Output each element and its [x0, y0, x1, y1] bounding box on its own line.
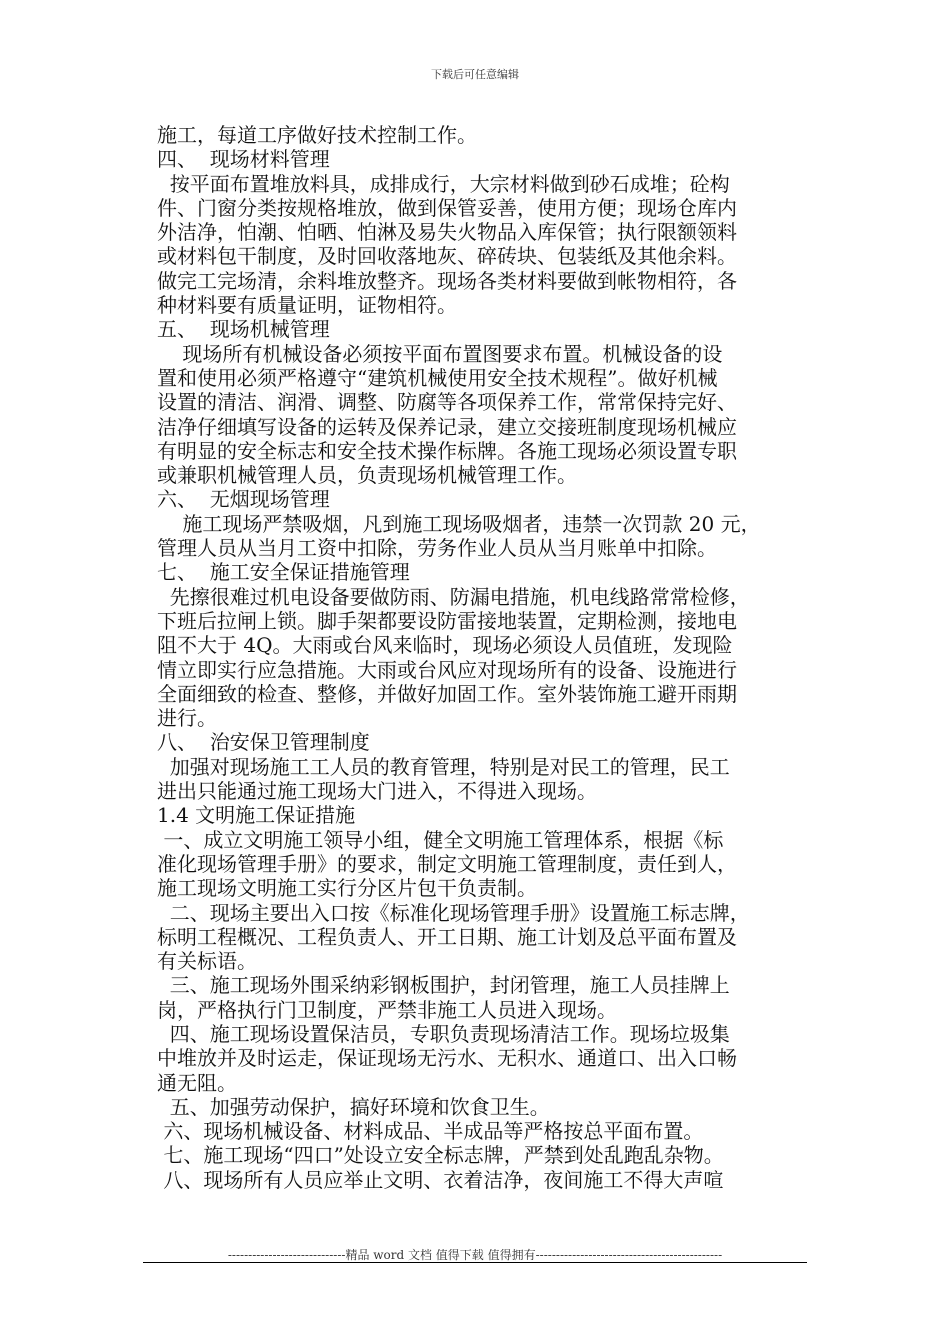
text-line: 施工，每道工序做好技术控制工作。	[157, 123, 477, 147]
text-line: 二、现场主要出入口按《标准化现场管理手册》设置施工标志牌，	[157, 900, 750, 925]
text-line: 中堆放并及时运走，保证现场无污水、无积水、通道口、出入口畅	[157, 1046, 737, 1071]
text-line: 七、施工现场“四口”处设立安全标志牌，严禁到处乱跑乱杂物。	[157, 1143, 724, 1168]
text-line: 进行。	[157, 706, 217, 731]
text-line: 四、施工现场设置保洁员，专职负责现场清洁工作。现场垃圾集	[157, 1021, 730, 1046]
section-heading: 五、 现场机械管理	[157, 317, 330, 342]
text-line: 施工现场严禁吸烟，凡到施工现场吸烟者，违禁一次罚款 20 元，	[157, 511, 761, 536]
section-heading: 六、 无烟现场管理	[157, 487, 330, 512]
text-line: 种材料要有质量证明，证物相符。	[157, 293, 457, 318]
text-line: 标明工程概况、工程负责人、开工日期、施工计划及总平面布置及	[157, 924, 737, 949]
text-line: 通无阻。	[157, 1070, 237, 1095]
text-line: 有关标语。	[157, 949, 257, 974]
text-line: 先擦很难过机电设备要做防雨、防漏电措施，机电线路常常检修，	[157, 584, 750, 609]
document-body	[157, 123, 807, 1192]
text-line: 做完工完场清，余料堆放整齐。现场各类材料要做到帐物相符，各	[157, 268, 737, 293]
text-line: 六、现场机械设备、材料成品、半成品等严格按总平面布置。	[157, 1119, 704, 1144]
text-line: 现场所有机械设备必须按平面布置图要求布置。机械设备的设	[157, 341, 723, 366]
section-heading: 1.4 文明施工保证措施	[157, 803, 356, 828]
section-heading: 四、 现场材料管理	[157, 147, 330, 172]
text-line: 洁净仔细填写设备的运转及保养记录，建立交接班制度现场机械应	[157, 414, 737, 439]
text-line: 八、现场所有人员应举止文明、衣着洁净，夜间施工不得大声喧	[157, 1167, 724, 1192]
footer-divider	[143, 1262, 807, 1263]
text-line: 三、施工现场外围采纳彩钢板围护，封闭管理，施工人员挂牌上	[157, 973, 730, 998]
text-line: 置和使用必须严格遵守“建筑机械使用安全技术规程”。做好机械	[157, 365, 718, 390]
text-line: 施工现场文明施工实行分区片包干负责制。	[157, 876, 537, 901]
text-line: 五、加强劳动保护，搞好环境和饮食卫生。	[157, 1094, 550, 1119]
page-header-note: 下载后可任意编辑	[431, 68, 519, 81]
text-line: 下班后拉闸上锁。脚手架都要设防雷接地装置，定期检测，接地电	[157, 608, 737, 633]
text-line: 岗，严格执行门卫制度，严禁非施工人员进入现场。	[157, 997, 617, 1022]
text-line: 准化现场管理手册》的要求，制定文明施工管理制度，责任到人，	[157, 851, 737, 876]
text-line: 外洁净，怕潮、怕晒、怕淋及易失火物品入库保管；执行限额领料	[157, 220, 737, 245]
text-line: 全面细致的检查、整修，并做好加固工作。室外装饰施工避开雨期	[157, 681, 737, 706]
text-line: 或材料包干制度，及时回收落地灰、碎砖块、包装纸及其他余料。	[157, 244, 737, 269]
text-line: 阻不大于 4Q。大雨或台风来临时，现场必须设人员值班，发现险	[157, 633, 733, 658]
page-footer-note: -----------------------------精品 word 文档 值得下载 值得拥有----------------------------------------------	[227, 1248, 723, 1262]
section-heading: 八、 治安保卫管理制度	[157, 730, 370, 755]
text-line: 按平面布置堆放料具，成排成行，大宗材料做到砂石成堆；砼构	[157, 171, 730, 196]
text-line: 件、门窗分类按规格堆放，做到保管妥善，使用方便；现场仓库内	[157, 195, 737, 220]
text-line: 一、成立文明施工领导小组，健全文明施工管理体系，根据《标	[157, 827, 724, 852]
text-line: 情立即实行应急措施。大雨或台风应对现场所有的设备、设施进行	[157, 657, 737, 682]
text-line: 进出只能通过施工现场大门进入，不得进入现场。	[157, 779, 597, 804]
text-line: 设置的清洁、润滑、调整、防腐等各项保养工作，常常保持完好、	[157, 390, 737, 415]
section-heading: 七、 施工安全保证措施管理	[157, 560, 410, 585]
text-line: 或兼职机械管理人员，负责现场机械管理工作。	[157, 463, 577, 488]
text-line: 管理人员从当月工资中扣除，劳务作业人员从当月账单中扣除。	[157, 536, 717, 561]
text-line: 加强对现场施工工人员的教育管理，特别是对民工的管理，民工	[157, 754, 730, 779]
text-line: 有明显的安全标志和安全技术操作标牌。各施工现场必须设置专职	[157, 438, 737, 463]
